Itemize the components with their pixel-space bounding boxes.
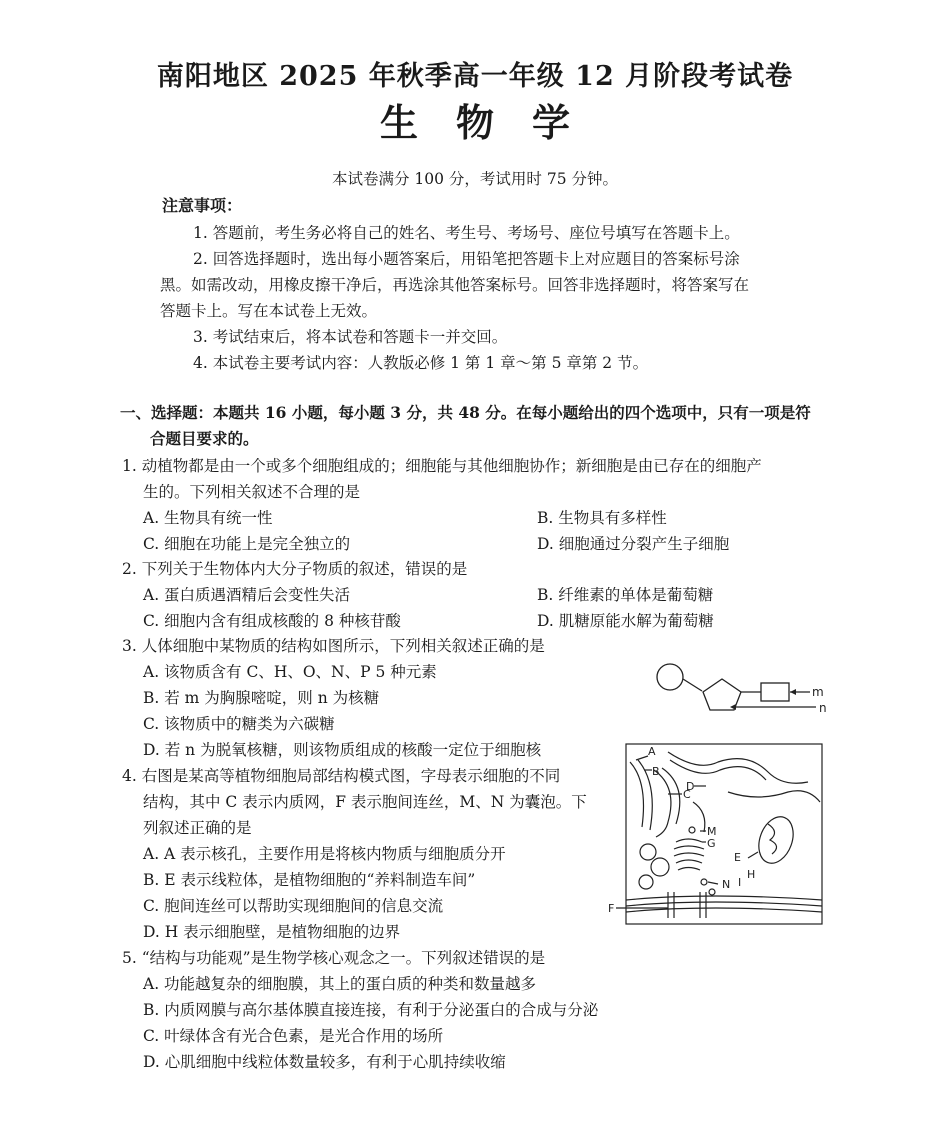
q1-option-a: A. 生物具有统一性: [143, 509, 273, 527]
vesicle-n-1: [701, 879, 707, 885]
section-1-heading-line-2: 合题目要求的。: [150, 429, 259, 448]
er-membrane-4: [670, 760, 766, 780]
exam-info: 本试卷满分 100 分，考试用时 75 分钟。: [331, 170, 619, 188]
label-a: A: [648, 745, 656, 758]
q3-option-d: D. 若 n 为脱氧核糖，则该物质组成的核酸一定位于细胞核: [143, 741, 542, 759]
subject-title: 生物学: [379, 100, 608, 145]
vesicle-m: [689, 827, 695, 833]
label-n-vesicle: N: [722, 878, 731, 891]
note-item-3: 3. 考试结束后，将本试卷和答题卡一并交回。: [193, 328, 508, 346]
organelle-1: [640, 844, 656, 860]
label-h: H: [747, 868, 756, 881]
label-n: n: [819, 701, 827, 715]
vesicle-n-2: [709, 889, 715, 895]
golgi-cisterna-5: [678, 868, 700, 871]
q1-option-d: D. 细胞通过分裂产生子细胞: [537, 535, 730, 553]
n-arrowhead: [730, 704, 736, 710]
notes-heading: 注意事项：: [162, 196, 243, 215]
label-f: F: [608, 902, 615, 915]
note-item-1: 1. 答题前，考生务必将自己的姓名、考生号、考场号、座位号填写在答题卡上。: [193, 224, 740, 242]
leader-a: [636, 756, 648, 760]
q5-option-a: A. 功能越复杂的细胞膜，其上的蛋白质的种类和数量越多: [143, 975, 537, 993]
er-membrane-5: [728, 791, 820, 802]
er-membrane-6: [693, 802, 705, 832]
q1-stem-line-1: 1. 动植物都是由一个或多个细胞组成的；细胞能与其他细胞协作；新细胞是由已存在的细胞产: [122, 457, 762, 475]
cell-wall-1: [626, 902, 822, 906]
q4-option-c: C. 胞间连丝可以帮助实现细胞间的信息交流: [143, 897, 444, 915]
phosphate-circle: [657, 664, 683, 690]
note-item-2-line-3: 答题卡上。写在本试卷上无效。: [160, 302, 378, 320]
section-1-heading-line-1: 一、选择题：本题共 16 小题，每小题 3 分，共 48 分。在每小题给出的四个选项中，只有一项是符: [120, 403, 811, 422]
leader-e: [748, 852, 758, 858]
base-rectangle: [761, 683, 789, 701]
q1-stem-line-2: 生的。下列相关叙述不合理的是: [143, 483, 361, 501]
q2-stem: 2. 下列关于生物体内大分子物质的叙述，错误的是: [122, 560, 468, 578]
exam-title: 南阳地区 2025 年秋季高一年级 12 月阶段考试卷: [156, 61, 794, 92]
nuclear-envelope-outer: [630, 762, 644, 827]
leader-n: [708, 882, 718, 884]
q5-option-b: B. 内质网膜与高尔基体膜直接连接，有利于分泌蛋白的合成与分泌: [143, 1001, 599, 1019]
q4-stem-line-1: 4. 右图是某高等植物细胞局部结构模式图，字母表示细胞的不同: [122, 767, 561, 785]
organelle-3: [639, 875, 653, 889]
golgi-cisterna-1: [676, 839, 702, 842]
q5-option-c: C. 叶绿体含有光合色素，是光合作用的场所: [143, 1027, 444, 1045]
label-c: C: [683, 788, 691, 801]
organelle-2: [651, 858, 669, 876]
label-m-vesicle: M: [707, 825, 717, 838]
cell-membrane-1: [626, 896, 822, 900]
q2-option-d: D. 肌糖原能水解为葡萄糖: [537, 612, 714, 630]
q1-option-b: B. 生物具有多样性: [537, 509, 667, 527]
label-m: m: [812, 685, 824, 699]
label-e: E: [734, 851, 741, 864]
q5-stem: 5. “结构与功能观”是生物学核心观念之一。下列叙述错误的是: [122, 949, 546, 967]
q2-option-b: B. 纤维素的单体是葡萄糖: [537, 586, 714, 604]
q3-option-a: A. 该物质含有 C、H、O、N、P 5 种元素: [143, 663, 437, 681]
label-d: D: [686, 780, 695, 793]
q4-stem-line-2: 结构，其中 C 表示内质网，F 表示胞间连丝，M、N 为囊泡。下: [143, 793, 587, 811]
golgi-cisterna-3: [674, 853, 704, 856]
q2-option-a: A. 蛋白质遇酒精后会变性失活: [143, 586, 351, 604]
phosphate-bond: [683, 679, 702, 691]
q4-option-d: D. H 表示细胞壁，是植物细胞的边界: [143, 923, 401, 941]
er-membrane-1: [654, 770, 671, 837]
q1-option-c: C. 细胞在功能上是完全独立的: [143, 535, 351, 553]
note-item-2-line-2: 黑。如需改动，用橡皮擦干净后，再选涂其他答案标号。回答非选择题时，将答案写在: [160, 276, 750, 294]
label-b: B: [652, 765, 660, 778]
label-g: G: [707, 837, 716, 850]
q4-option-b: B. E 表示线粒体，是植物细胞的“养料制造车间”: [143, 871, 476, 889]
golgi-cisterna-2: [674, 846, 704, 849]
nucleotide-figure: [650, 655, 835, 720]
label-i: I: [738, 876, 742, 889]
q5-option-d: D. 心肌细胞中线粒体数量较多，有利于心肌持续收缩: [143, 1053, 506, 1071]
plant-cell-figure: [608, 742, 828, 928]
golgi-cisterna-4: [676, 860, 702, 863]
mitochondrion-outer: [753, 812, 799, 868]
note-item-2-line-1: 2. 回答选择题时，选出每小题答案后，用铅笔把答题卡上对应题目的答案标号涂: [193, 250, 740, 268]
q4-stem-line-3: 列叙述正确的是: [143, 819, 252, 837]
q3-option-b: B. 若 m 为胸腺嘧啶，则 n 为核糖: [143, 689, 380, 707]
q2-option-c: C. 细胞内含有组成核酸的 8 种核苷酸: [143, 612, 401, 630]
q3-stem: 3. 人体细胞中某物质的结构如图所示，下列相关叙述正确的是: [122, 637, 545, 655]
q3-option-c: C. 该物质中的糖类为六碳糖: [143, 715, 335, 733]
mitochondrion-cristae: [768, 824, 777, 854]
er-membrane-3: [668, 752, 808, 783]
q4-option-a: A. A 表示核孔，主要作用是将核内物质与细胞质分开: [143, 845, 506, 863]
note-item-4: 4. 本试卷主要考试内容：人教版必修 1 第 1 章～第 5 章第 2 节。: [193, 354, 649, 372]
m-arrowhead: [790, 689, 796, 695]
